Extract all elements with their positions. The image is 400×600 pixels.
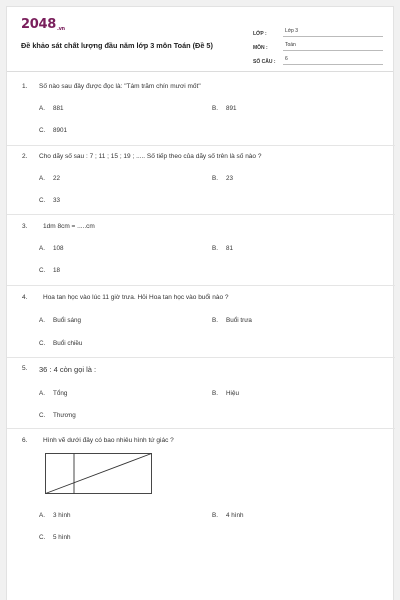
option-letter: A. — [39, 317, 45, 324]
option-b[interactable] — [212, 175, 233, 182]
question-text: Hình vẽ dưới đây có bao nhiêu hình tứ giác ? — [43, 437, 174, 444]
option-text: Thương — [53, 412, 76, 419]
option-text: Hiệu — [226, 390, 239, 397]
meta-row-subject — [253, 37, 383, 51]
option-c[interactable] — [39, 267, 60, 274]
option-a[interactable] — [39, 245, 64, 252]
question-number: 2. — [22, 153, 28, 160]
meta-value: Toán — [283, 42, 383, 51]
option-letter: B. — [212, 175, 218, 182]
option-letter: A. — [39, 175, 45, 182]
option-text: Buổi trưa — [226, 317, 252, 324]
option-letter: B. — [212, 512, 218, 519]
question-divider — [7, 357, 395, 358]
exam-meta — [253, 23, 383, 65]
option-letter: A. — [39, 512, 45, 519]
option-letter: C. — [39, 534, 46, 541]
exam-title: Đề khảo sát chất lượng đầu năm lớp 3 môn Toán (Đề 5) — [21, 41, 213, 50]
option-text: Tổng — [53, 390, 68, 397]
option-letter: A. — [39, 105, 45, 112]
meta-value: 6 — [283, 56, 383, 65]
option-letter: C. — [39, 267, 46, 274]
question-divider — [7, 428, 395, 429]
option-text: 22 — [53, 175, 61, 182]
option-b[interactable] — [212, 390, 239, 397]
option-a[interactable] — [39, 175, 60, 182]
question-text: 36 : 4 còn gọi là : — [39, 365, 97, 374]
option-text: 5 hình — [53, 534, 71, 541]
option-text: 81 — [226, 245, 234, 252]
exam-sheet — [6, 6, 394, 600]
option-b[interactable] — [212, 245, 233, 252]
meta-label: MÔN : — [253, 45, 268, 51]
option-a[interactable] — [39, 317, 81, 324]
question-number: 3. — [22, 223, 28, 230]
option-text: 4 hình — [226, 512, 244, 519]
option-a[interactable] — [39, 105, 64, 112]
option-c[interactable] — [39, 412, 76, 419]
question-number: 4. — [22, 294, 28, 301]
question-text: Hoa tan học vào lúc 11 giờ trưa. Hỏi Hoa tan học vào buổi nào ? — [43, 294, 229, 301]
option-letter: B. — [212, 245, 218, 252]
option-text: Buổi chiều — [53, 340, 83, 347]
meta-row-count — [253, 51, 383, 65]
option-text: 108 — [53, 245, 64, 252]
meta-label: SỐ CÂU : — [253, 59, 276, 65]
logo-text: 2048 — [21, 17, 56, 32]
meta-value: Lớp 3 — [283, 28, 383, 37]
option-c[interactable] — [39, 127, 67, 134]
question-number: 1. — [22, 83, 28, 90]
meta-label: LỚP : — [253, 31, 267, 37]
option-text: 891 — [226, 105, 237, 112]
site-logo[interactable] — [21, 17, 65, 32]
option-letter: C. — [39, 340, 46, 347]
option-letter: B. — [212, 105, 218, 112]
option-letter: C. — [39, 197, 46, 204]
option-text: 3 hình — [53, 512, 71, 519]
option-letter: A. — [39, 245, 45, 252]
option-b[interactable] — [212, 317, 252, 324]
question-divider — [7, 145, 395, 146]
question-text: Số nào sau đây được đọc là: "Tám trăm chín mươi mốt" — [39, 83, 201, 90]
meta-row-class — [253, 23, 383, 37]
option-text: 881 — [53, 105, 64, 112]
question-text: Cho dãy số sau : 7 ; 11 ; 15 ; 19 ; ..... Số tiếp theo của dãy số trên là số nào ? — [39, 153, 262, 160]
option-letter: B. — [212, 317, 218, 324]
option-text: 18 — [53, 267, 61, 274]
option-letter: B. — [212, 390, 218, 397]
option-text: Buổi sáng — [53, 317, 82, 324]
option-c[interactable] — [39, 340, 82, 347]
option-b[interactable] — [212, 512, 244, 519]
question-divider — [7, 214, 395, 215]
question-number: 5. — [22, 365, 28, 372]
option-a[interactable] — [39, 512, 71, 519]
option-letter: C. — [39, 412, 46, 419]
option-text: 8901 — [53, 127, 68, 134]
option-c[interactable] — [39, 197, 60, 204]
option-text: 33 — [53, 197, 61, 204]
option-c[interactable] — [39, 534, 71, 541]
quadrilateral-figure — [45, 453, 153, 495]
option-text: 23 — [226, 175, 234, 182]
option-letter: C. — [39, 127, 46, 134]
option-b[interactable] — [212, 105, 237, 112]
option-a[interactable] — [39, 390, 67, 397]
figure-diagonal-line — [46, 454, 152, 494]
question-text: 1dm 8cm = .....cm — [43, 223, 95, 230]
option-letter: A. — [39, 390, 45, 397]
question-number: 6. — [22, 437, 28, 444]
question-divider — [7, 285, 395, 286]
header-divider — [7, 71, 393, 72]
logo-suffix: .vn — [56, 26, 65, 32]
